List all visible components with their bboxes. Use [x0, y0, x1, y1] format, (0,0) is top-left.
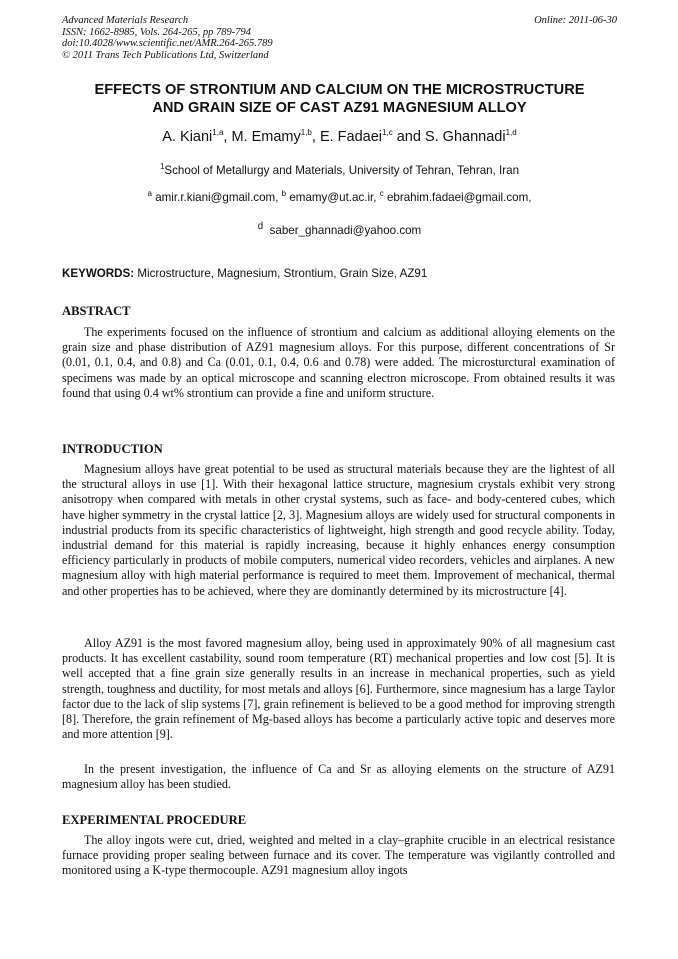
affiliation-text: School of Metallurgy and Materials, University of Tehran, Tehran, Iran [164, 164, 520, 177]
email-mark: c [379, 189, 384, 199]
email-address[interactable]: emamy@ut.ac.ir, [289, 191, 380, 204]
introduction-heading: INTRODUCTION [62, 442, 163, 456]
introduction-paragraph-3: In the present investigation, the influence of Ca and Sr as alloying elements on the structure of AZ91 magnesium alloy has been studied. [62, 762, 615, 792]
author-separator: , [311, 129, 320, 145]
author-affiliation-mark: 1,d [505, 128, 517, 138]
author-name: M. Emamy [231, 129, 301, 145]
author-list [62, 127, 617, 147]
online-date: Online: 2011-06-30 [534, 15, 617, 26]
keywords-label: KEYWORDS: [62, 267, 135, 280]
author-name: S. Ghannadi [424, 129, 506, 145]
experimental-paragraph-1: The alloy ingots were cut, dried, weighted and melted in a clay–graphite crucible in an electrical resistance furnace providing proper sealing between furnace and its cover. The temperature was vigilantly controlled and monitored using a K-type thermocouple. AZ91 magnesium alloy ingots [62, 833, 615, 878]
title-line-1: EFFECTS OF STRONTIUM AND CALCIUM ON THE MICROSTRUCTURE [94, 82, 585, 98]
doi-line: doi:10.4028/www.scientific.net/AMR.264-265.789 [62, 38, 273, 49]
author-name: E. Fadaei [319, 129, 383, 145]
author-separator: , [223, 129, 232, 145]
title-line-2: AND GRAIN SIZE OF CAST AZ91 MAGNESIUM ALLOY [152, 100, 527, 116]
introduction-paragraph-2: Alloy AZ91 is the most favored magnesium alloy, being used in approximately 90% of all magnesium cast products. It has excellent castability, sound room temperature (RT) mechanical properties and low cost [5]. It is well accepted that a fine grain size generally results in an increase in mechanical properties, such as yield strength, toughness and ductility, for most metals and alloys [6]. Furthermore, since magnesium has a large Taylor factor due to the lack of slip systems [7], grain refinement is believed to be a good method for improving strength [8]. Therefore, the grain refinement of Mg-based alloys has become a particularly active topic and deserves more and more attention [9]. [62, 636, 615, 742]
email-address[interactable]: ebrahim.fadaei@gmail.com, [386, 191, 532, 204]
email-list [62, 190, 617, 205]
author-separator: and [392, 129, 425, 145]
introduction-paragraph-1: Magnesium alloys have great potential to be used as structural materials because they are the lightest of all the structural alloys in use [1]. With their hexagonal lattice structure, magnesium crystals exhibit very strong anisotropy when compared with metals in other crystal systems, such as face- and body-centered cubes, which have higher symmetry in the crystal lattice [2, 3]. Magnesium alloys are widely used for structural components in industrial products from its specific characteristics of lightweight, high strength and good recycle ability. Today, industrial demand for this material is rapidly increasing, because it highly enhances energy consumption efficiency particularly in products of mobile computers, numerical video recorders, vehicles and airplanes. A new magnesium alloy with high material performance is required to meet them. Improvement of mechanical, thermal and other properties has to be achieved, where they are dominantly determined by its microstructure [4]. [62, 462, 615, 598]
author-name: A. Kiani [162, 129, 213, 145]
experimental-heading: EXPERIMENTAL PROCEDURE [62, 813, 247, 827]
email-mark: b [281, 189, 287, 199]
affiliation-mark: 1 [159, 162, 165, 172]
email-address[interactable]: saber_ghannadi@yahoo.com [269, 223, 422, 237]
email-mark: a [147, 189, 152, 199]
journal-name: Advanced Materials Research [62, 15, 189, 26]
issn-line: ISSN: 1662-8985, Vols. 264-265, pp 789-794 [62, 26, 251, 38]
author-affiliation-mark: 1,c [382, 128, 393, 138]
email-list-line-2 [62, 219, 617, 238]
author-affiliation-mark: 1,b [300, 128, 312, 138]
keywords-text: Microstructure, Magnesium, Strontium, Grain Size, AZ91 [134, 267, 428, 280]
email-address[interactable]: amir.r.kiani@gmail.com, [155, 191, 282, 204]
email-mark: d [257, 221, 264, 232]
journal-header [62, 15, 617, 61]
abstract-text: The experiments focused on the influence of strontium and calcium as additional alloying elements on the grain size and phase distribution of AZ91 magnesium alloys. For this purpose, different concentrations of Sr (0.01, 0.1, 0.4, and 0.8) and Ca (0.01, 0.1, 0.4, 0.6 and 0.78) were added. The microsturctural examination of specimens was made by an optical microscope and scanning electron microscope. From obtained results it was found that using 0.4 wt% strontium can provide a fine and uniform structure. [62, 325, 615, 400]
abstract-heading: ABSTRACT [62, 304, 131, 318]
affiliation [62, 163, 617, 178]
paper-title [62, 81, 617, 117]
author-affiliation-mark: 1,a [212, 128, 224, 138]
copyright-line: © 2011 Trans Tech Publications Ltd, Switzerland [62, 49, 269, 61]
keywords [62, 266, 617, 281]
